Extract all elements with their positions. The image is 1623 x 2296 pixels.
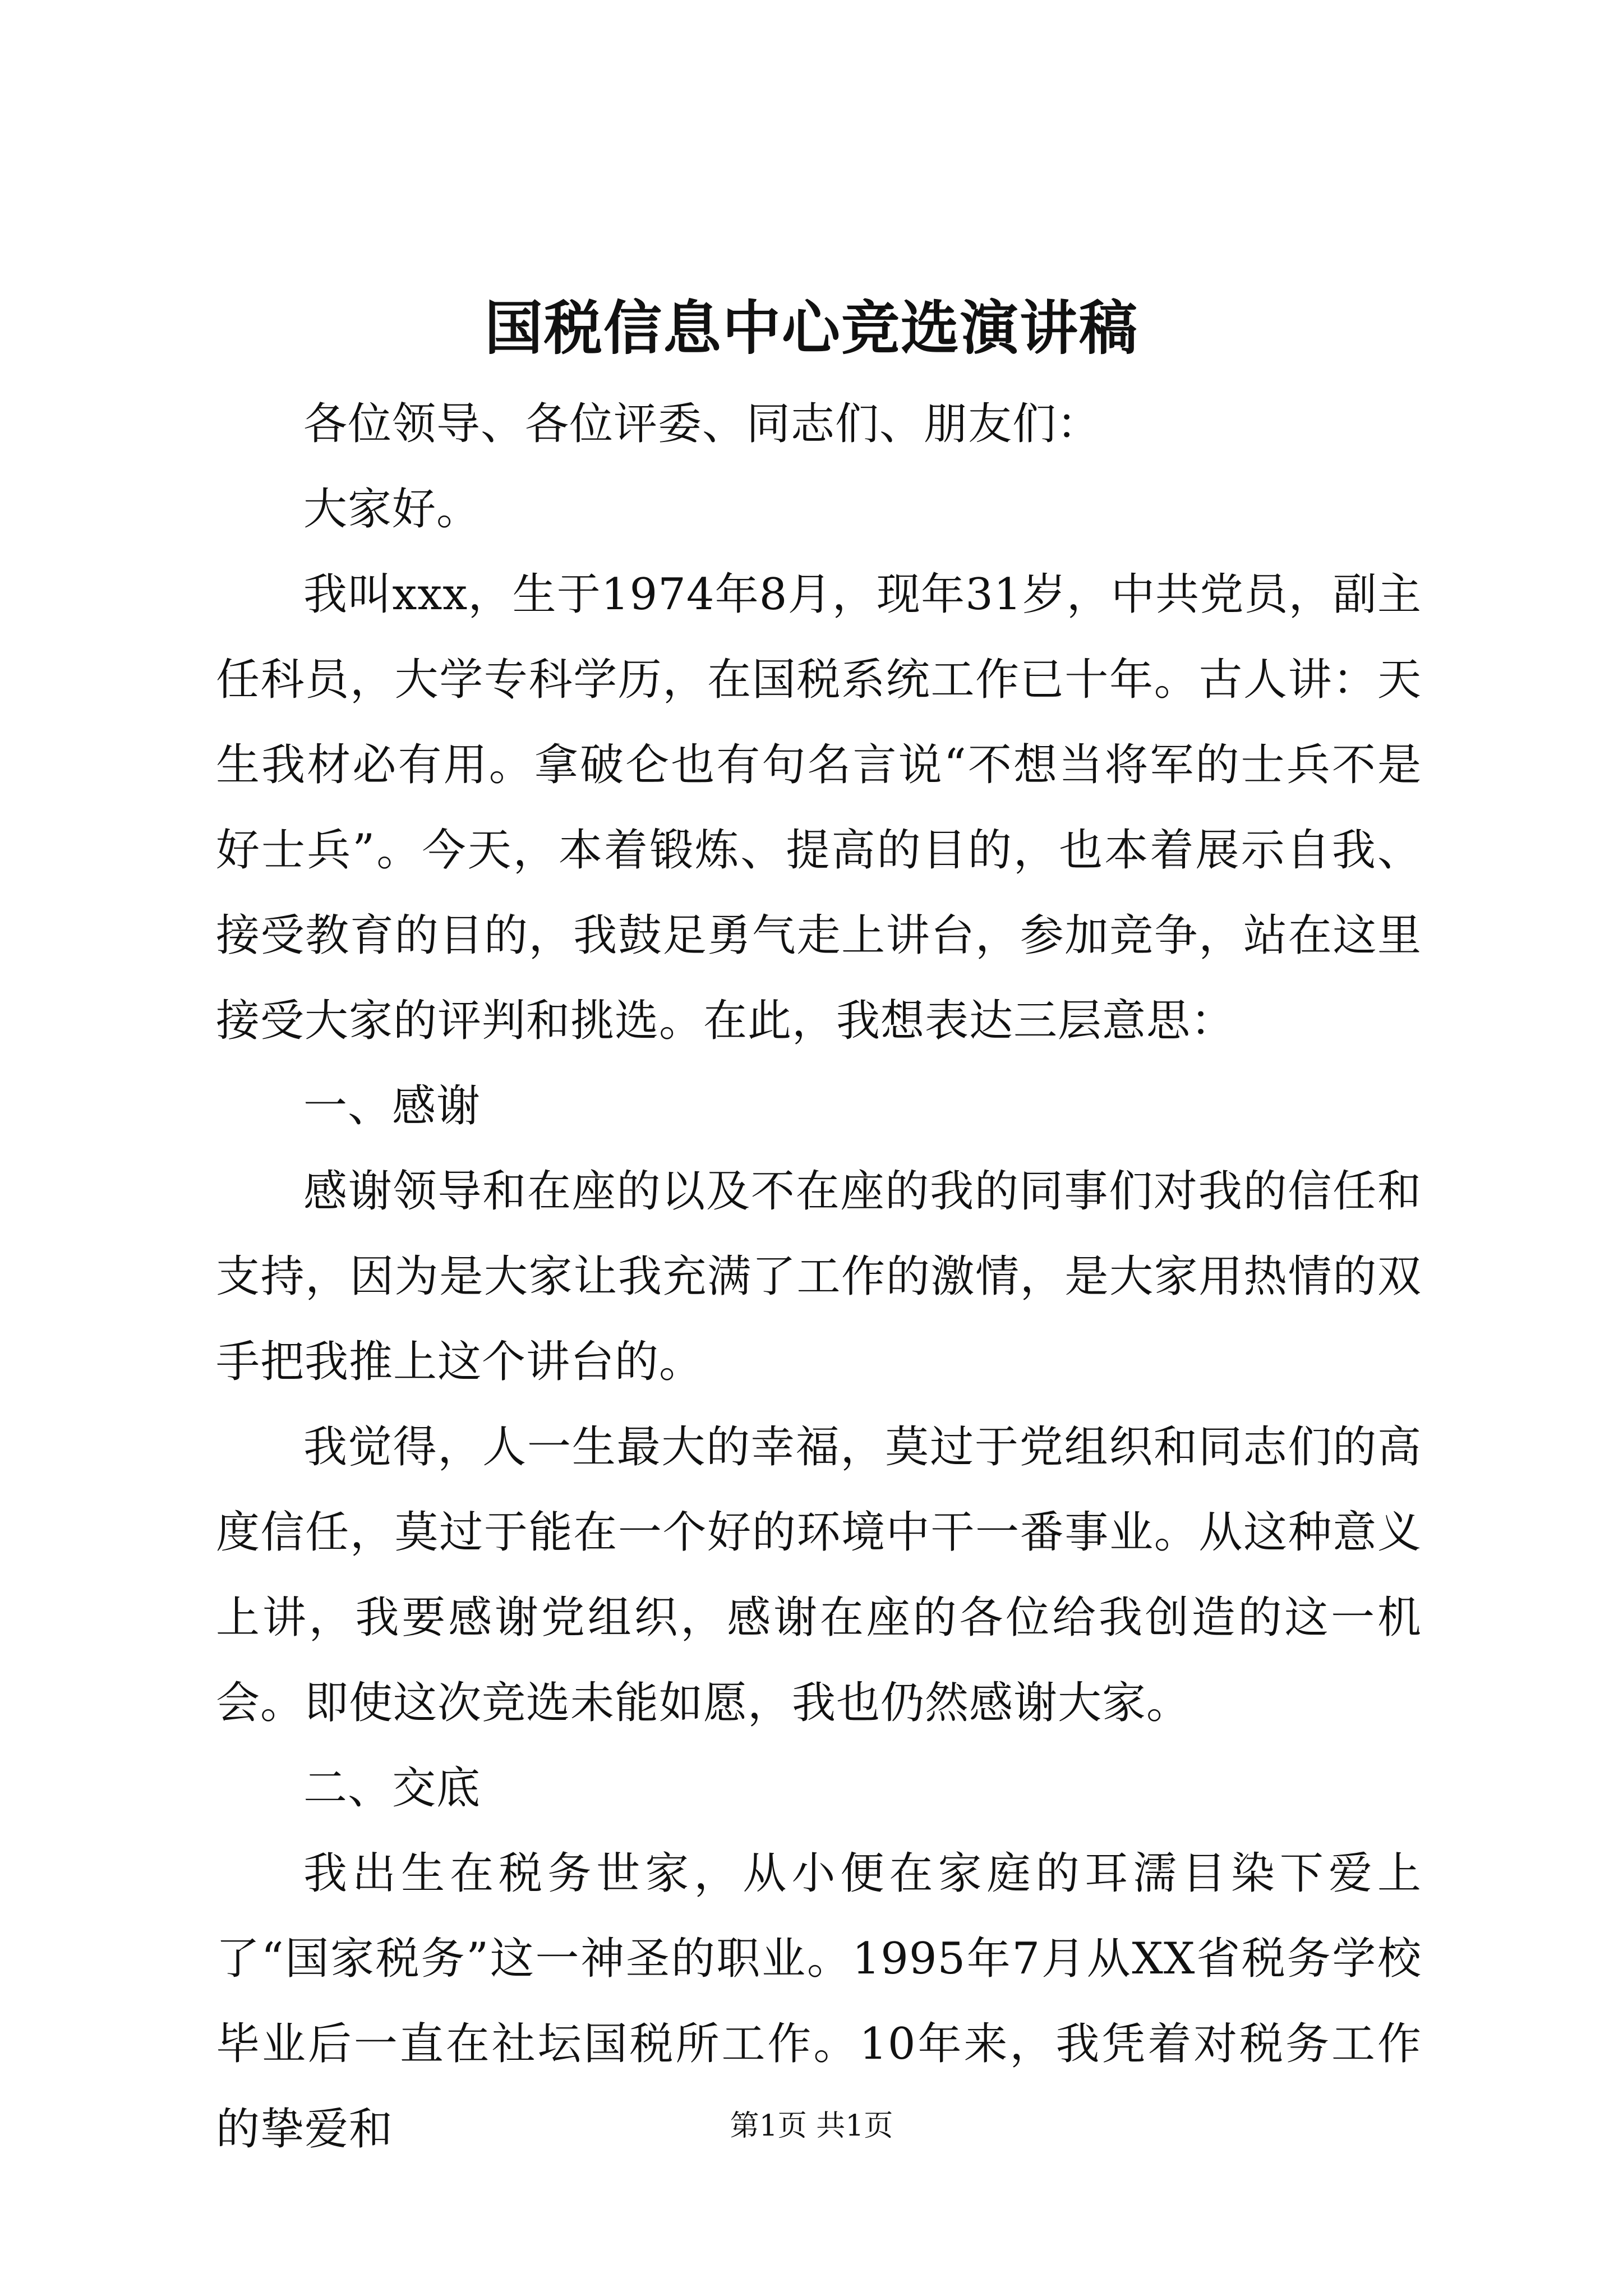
paragraph-greeting: 大家好。 (303, 484, 481, 535)
document-title: 国税信息中心竞选演讲稿 (484, 293, 1138, 362)
document-body (216, 381, 1422, 2172)
page-footer: 第1页 共1页 (730, 2109, 893, 2143)
paragraph-salutation: 各位领导、各位评委、同志们、朋友们： (303, 399, 1101, 449)
section-heading-thanks: 一、感谢 (303, 1081, 481, 1131)
paragraph-introduction: 我叫xxx，生于1974年8月，现年31岁，中共党员，副主任科员，大学专科学历，在国税系统工作已十年。古人讲：天生我材必有用。拿破仑也有句名言说“不想当将军的士兵不是好士兵”。今天，本着锻炼、提高的目的，也本着展示自我、接受教育的目的，我鼓足勇气走上讲台，参加竞争，站在这里接受大家的评判和挑选。在此，我想表达三层意思： (216, 569, 1422, 1046)
paragraph-thanks: 感谢领导和在座的以及不在座的我的同事们对我的信任和支持，因为是大家让我充满了工作的激情，是大家用热情的双手把我推上这个讲台的。 (216, 1166, 1422, 1387)
paragraph-gratitude: 我觉得，人一生最大的幸福，莫过于党组织和同志们的高度信任，莫过于能在一个好的环境中干一番事业。从这种意义上讲，我要感谢党组织，感谢在座的各位给我创造的这一机会。即使这次竞选未能如愿，我也仍然感谢大家。 (216, 1422, 1422, 1728)
paragraph-background: 我出生在税务世家，从小便在家庭的耳濡目染下爱上了“国家税务”这一神圣的职业。1995年7月从XX省税务学校毕业后一直在社坛国税所工作。10年来，我凭着对税务工作的挚爱和 (216, 1848, 1422, 2155)
section-heading-background: 二、交底 (303, 1763, 481, 1814)
